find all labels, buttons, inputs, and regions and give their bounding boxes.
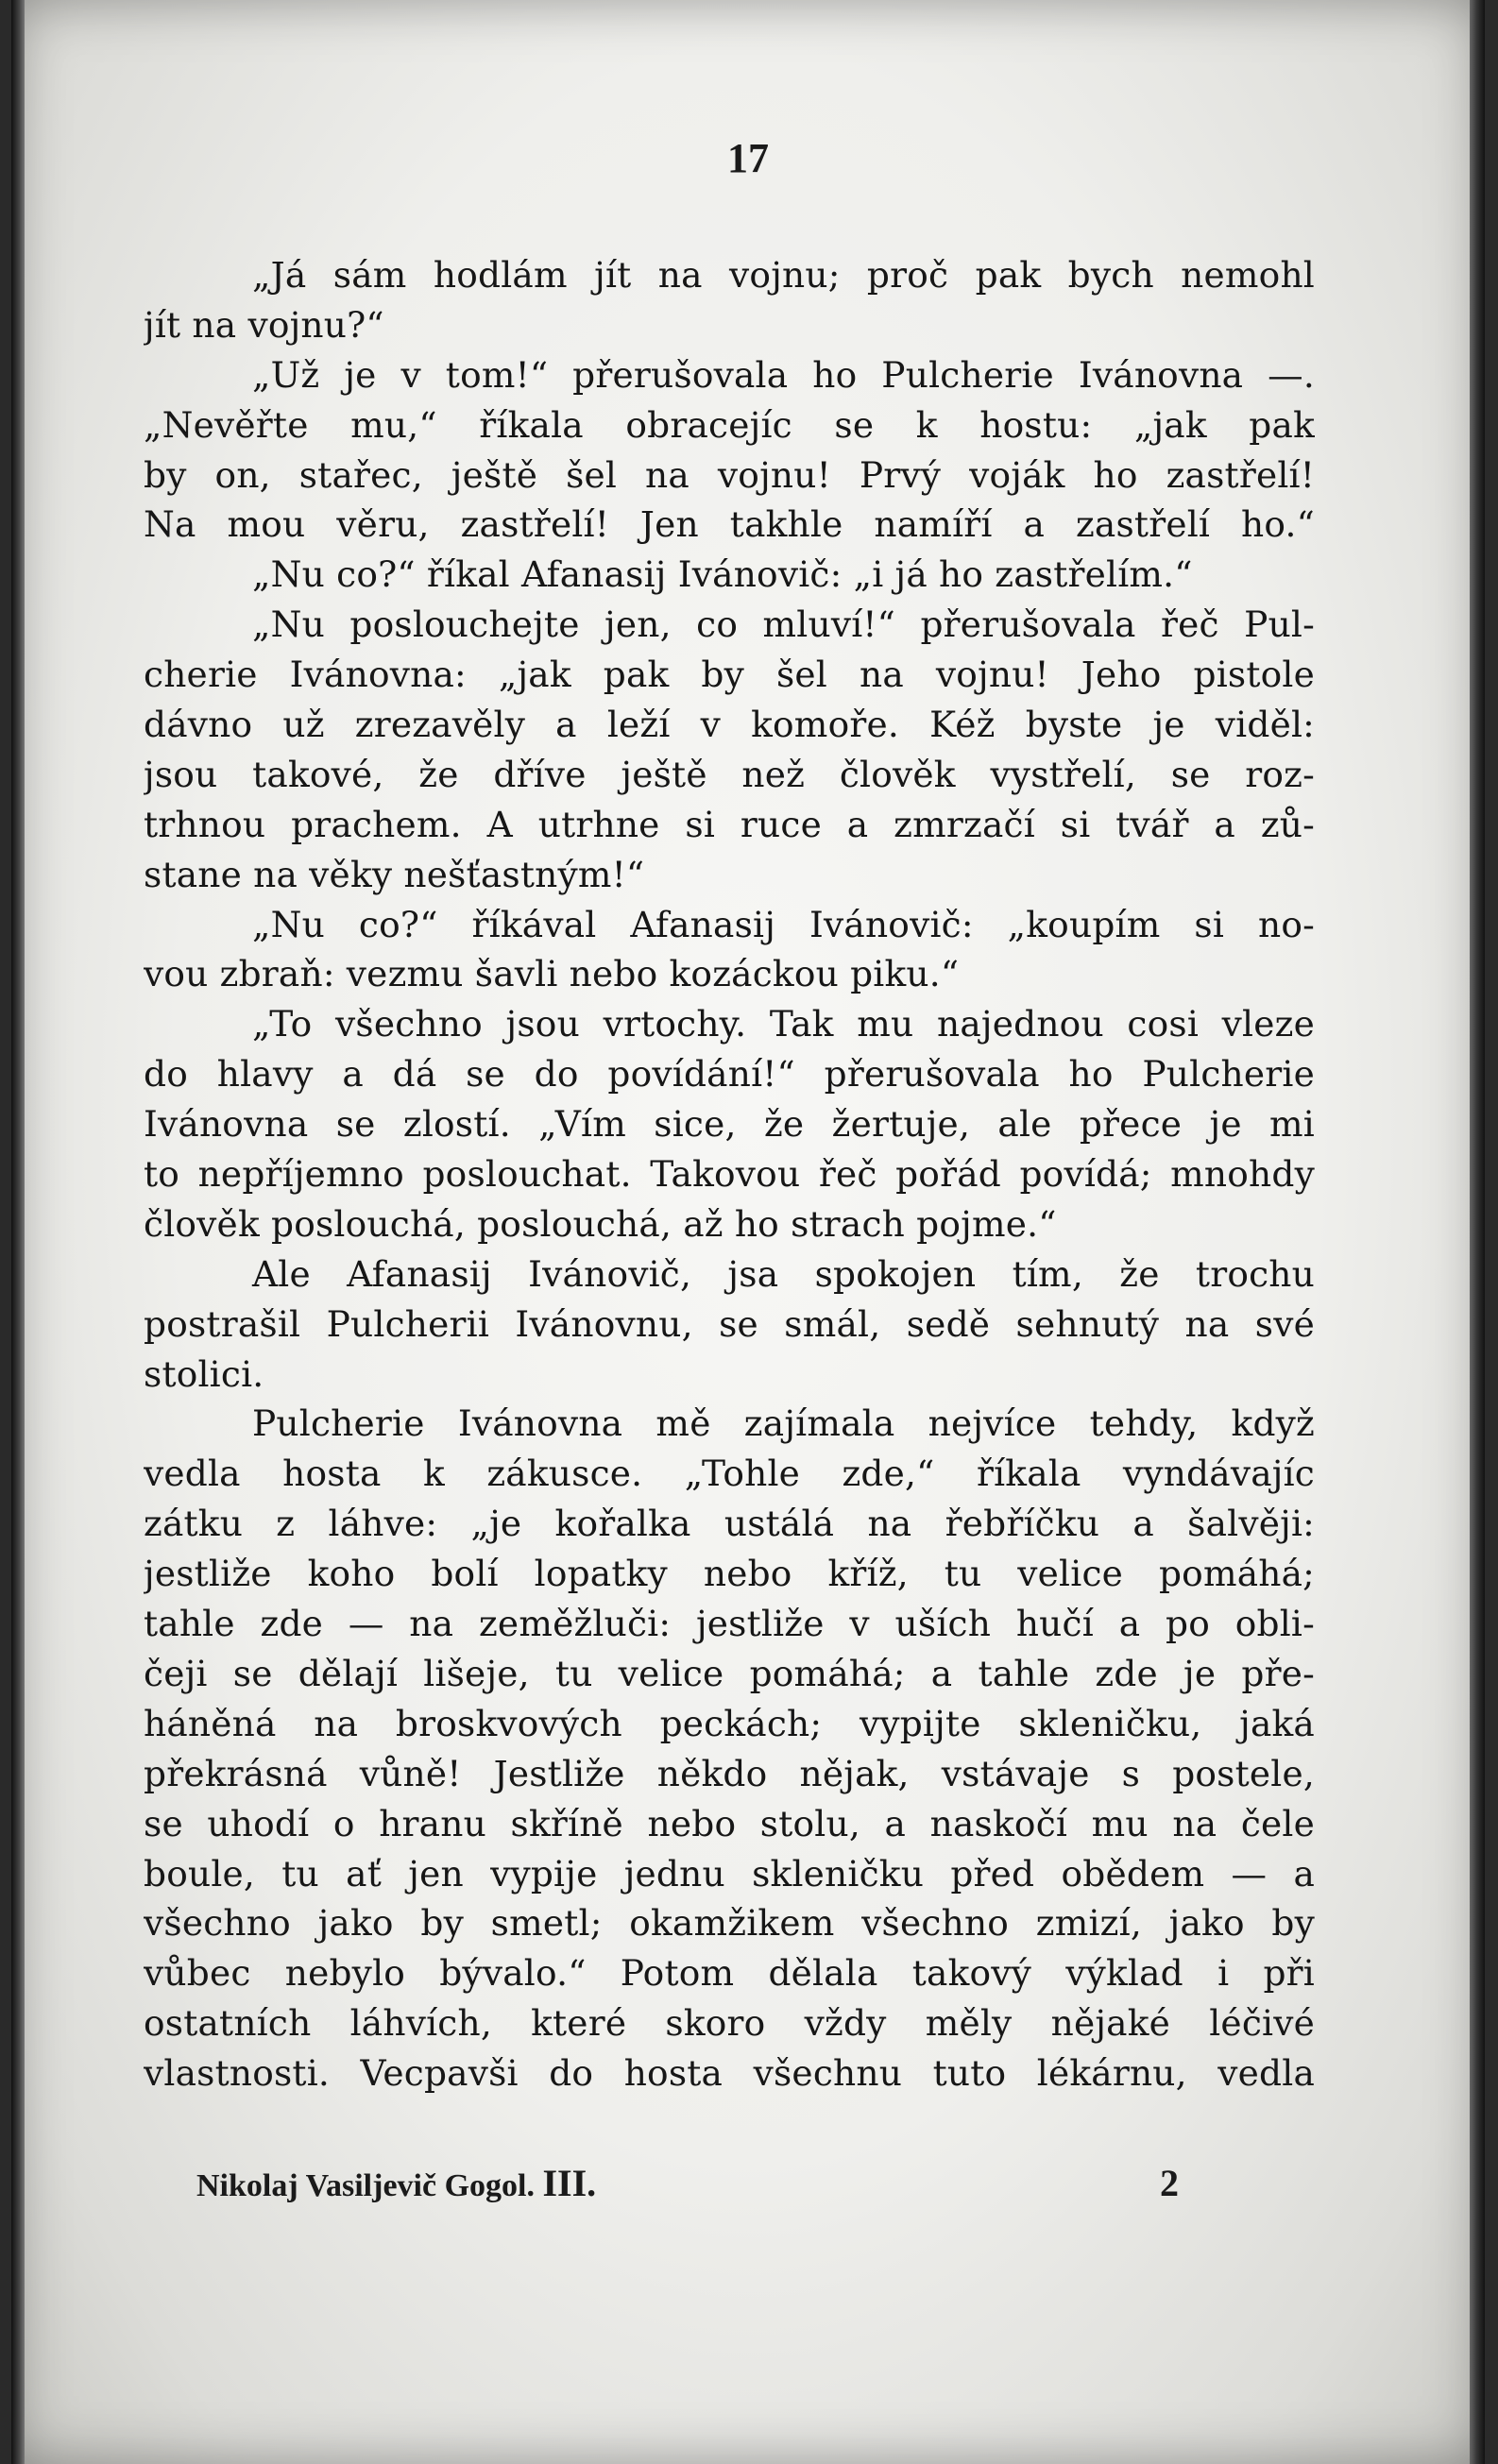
text-line: stolici.: [144, 1352, 264, 1395]
text-line: jestliže koho bolí lopatky nebo kříž, tu velice pomáhá;: [144, 1553, 1315, 1595]
footer-author: Nikolaj Vasiljevič Gogol.: [196, 2168, 535, 2203]
text-line: to nepříjemno poslouchat. Takovou řeč pořád povídá; mnohdy: [144, 1153, 1315, 1196]
text-line: vlastnosti. Vecpavši do hosta všechnu tuto lékárnu, vedla: [144, 2052, 1315, 2095]
text-line: „Nevěřte mu,“ říkala obracejíc se k hostu: „jak pak: [144, 403, 1315, 446]
footer-sheet-number: 2: [1160, 2162, 1179, 2204]
text-line: překrásná vůně! Jestliže někdo nějak, vstávaje s postele,: [144, 1752, 1315, 1794]
text-line: ostatních láhvích, které skoro vždy měly nějaké léčivé: [144, 2002, 1315, 2045]
page-right-edge-shadow: [1470, 0, 1485, 2464]
text-line: boule, tu ať jen vypije jednu skleničku před obědem — a: [144, 1852, 1315, 1895]
text-line: jsou takové, že dříve ještě než člověk vystřelí, se roz-: [144, 753, 1315, 795]
text-line: dávno už zrezavěly a leží v komoře. Kéž byste je viděl:: [144, 704, 1315, 746]
footer-signature: [196, 2161, 596, 2205]
text-line: vůbec nebylo bývalo.“ Potom dělala takový výklad i při: [144, 1952, 1315, 1995]
text-line: trhnou prachem. A utrhne si ruce a zmrzačí si tvář a zů-: [144, 803, 1315, 845]
text-line: cherie Ivánovna: „jak pak by šel na vojnu! Jeho pistole: [144, 654, 1315, 696]
text-line: „Nu co?“ říkával Afanasij Ivánovič: „koupím si no-: [252, 903, 1315, 945]
text-line: háněná na broskvových peckách; vypijte skleničku, jaká: [144, 1702, 1315, 1744]
text-line: vou zbraň: vezmu šavli nebo kozáckou piku.“: [144, 953, 960, 995]
text-line: čeji se dělají lišeje, tu velice pomáhá; a tahle zde je pře-: [144, 1652, 1315, 1694]
text-line: člověk poslouchá, poslouchá, až ho strach pojme.“: [144, 1202, 1057, 1245]
text-line: do hlavy a dá se do povídání!“ přerušovala ho Pulcherie: [144, 1053, 1315, 1096]
text-line: „Nu poslouchejte jen, co mluví!“ přerušovala řeč Pul-: [252, 603, 1315, 646]
text-line: zátku z láhve: „je kořalka ustálá na řebříčku a šalvěji:: [144, 1503, 1315, 1545]
book-page: [11, 0, 1485, 2464]
text-line: tahle zde — na zeměžluči: jestliže v uších hučí a po obli-: [144, 1603, 1315, 1645]
text-line: „Nu co?“ říkal Afanasij Ivánovič: „i já ho zastřelím.“: [252, 553, 1193, 596]
text-line: všechno jako by smetl; okamžikem všechno zmizí, jako by: [144, 1902, 1315, 1945]
text-line: vedla hosta k zákusce. „Tohle zde,“ říkala vyndávajíc: [144, 1453, 1315, 1495]
text-line: „Já sám hodlám jít na vojnu; proč pak bych nemohl: [252, 254, 1315, 296]
footer-volume: III.: [542, 2162, 597, 2204]
page-left-edge-shadow: [11, 0, 25, 2464]
text-line: jít na vojnu?“: [144, 303, 384, 346]
page-number: 17: [727, 135, 769, 181]
text-line: se uhodí o hranu skříně nebo stolu, a naskočí mu na čele: [144, 1802, 1315, 1844]
text-line: „To všechno jsou vrtochy. Tak mu najednou cosi vleze: [252, 1003, 1315, 1045]
text-line: Ivánovna se zlostí. „Vím sice, že žertuje, ale přece je mi: [144, 1103, 1315, 1146]
text-line: by on, stařec, ještě šel na vojnu! Prvý voják ho zastřelí!: [144, 453, 1315, 496]
text-line: Pulcherie Ivánovna mě zajímala nejvíce tehdy, když: [252, 1402, 1315, 1445]
body-text: [144, 250, 1315, 2099]
text-line: Na mou věru, zastřelí! Jen takhle namíří a zastřelí ho.“: [144, 503, 1315, 546]
text-line: stane na věky nešťastným!“: [144, 853, 645, 895]
text-line: postrašil Pulcherii Ivánovnu, se smál, sedě sehnutý na své: [144, 1302, 1315, 1345]
page-footer: [196, 2161, 1179, 2218]
text-line: Ale Afanasij Ivánovič, jsa spokojen tím, že trochu: [252, 1252, 1315, 1295]
text-line: „Už je v tom!“ přerušovala ho Pulcherie Ivánovna —.: [252, 353, 1315, 396]
